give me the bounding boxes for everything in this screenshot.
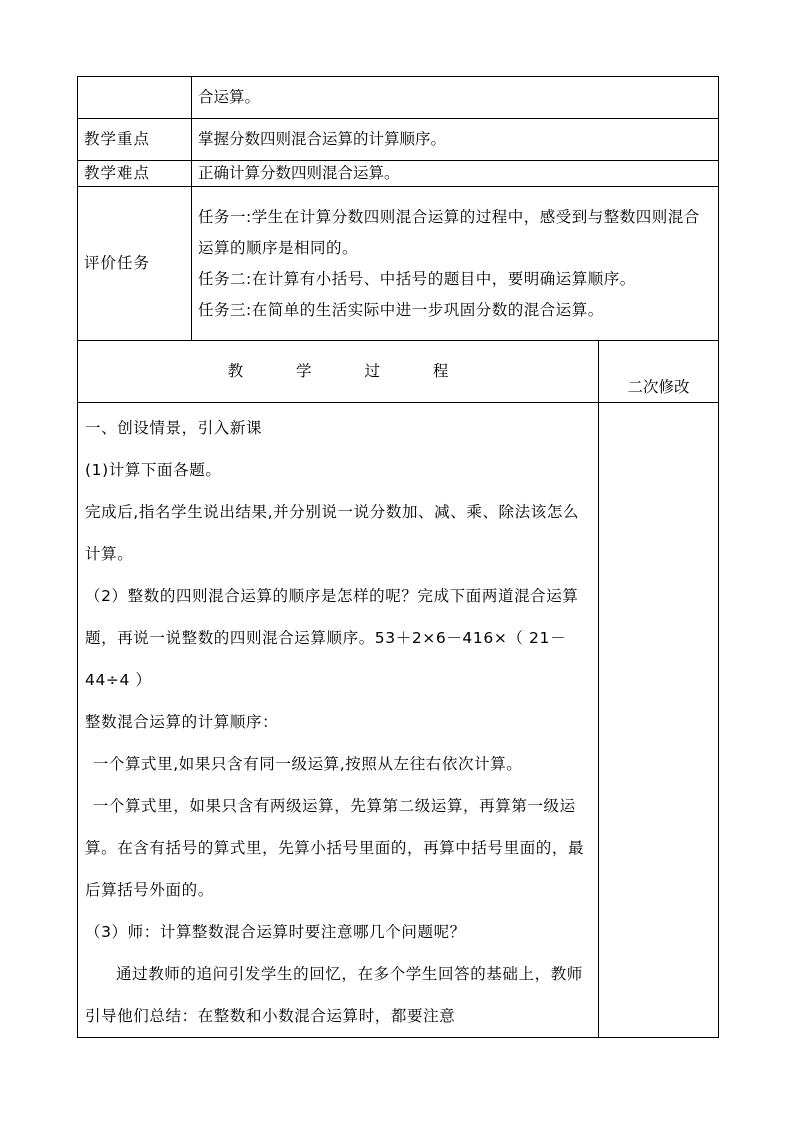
continuation-row (78, 77, 719, 119)
process-header-char-2: 学 (296, 362, 312, 380)
continuation-content: 合运算。 (192, 77, 719, 119)
revision-column (599, 403, 719, 1038)
evaluation-row (78, 187, 719, 341)
process-header-char-4: 程 (432, 362, 449, 380)
process-line-2: (1)计算下面各题。 (85, 461, 222, 479)
evaluation-tasks (192, 187, 719, 341)
process-line-6: 一个算式里,如果只含有同一级运算,按照从左往右依次计算。 (92, 755, 523, 773)
process-header-title (78, 341, 599, 403)
continuation-label-cell (78, 77, 192, 119)
teaching-difficulty-content: 正确计算分数四则混合运算。 (192, 161, 719, 187)
process-line-7: 一个算式里，如果只含有两级运算，先算第二级运算，再算第一级运算。在含有括号的算式里，先算小括号里面的，再算中括号里面的，最后算括号外面的。 (85, 797, 585, 899)
teaching-focus-content: 掌握分数四则混合运算的计算顺序。 (192, 119, 719, 161)
process-header-char-3: 过 (364, 362, 380, 380)
process-line-9: 通过教师的追问引发学生的回忆，在多个学生回答的基础上，教师引导他们总结：在整数和小数混合运算时，都要注意 (85, 965, 583, 1025)
process-line-5: 整数混合运算的计算顺序： (85, 713, 279, 731)
teaching-focus-label: 教学重点 (78, 119, 192, 161)
process-header-char-1: 教 (227, 362, 244, 380)
evaluation-task-1: 任务一:学生在计算分数四则混合运算的过程中，感受到与整数四则混合运算的顺序是相同的。 (198, 207, 700, 257)
process-header-row (78, 341, 719, 403)
teaching-difficulty-row (78, 161, 719, 187)
teaching-focus-row (78, 119, 719, 161)
teaching-difficulty-label: 教学难点 (78, 161, 192, 187)
process-line-3: 完成后,指名学生说出结果,并分别说一说分数加、减、乘、除法该怎么计算。 (85, 503, 580, 563)
evaluation-task-3: 任务三:在简单的生活实际中进一步巩固分数的混合运算。 (198, 300, 604, 319)
lesson-plan-table (77, 76, 719, 1038)
process-line-1: 一、创设情景，引入新课 (85, 419, 263, 437)
revision-header: 二次修改 (599, 341, 719, 403)
evaluation-label: 评价任务 (78, 187, 192, 341)
process-line-8: （3）师：计算整数混合运算时要注意哪几个问题呢？ (85, 923, 466, 941)
evaluation-task-2: 任务二:在计算有小括号、中括号的题目中，要明确运算顺序。 (198, 269, 636, 288)
process-body (78, 403, 599, 1038)
process-line-4: （2）整数的四则混合运算的顺序是怎样的呢？完成下面两道混合运算题，再说一说整数的四则混合运算顺序。53＋2×6－416×（ 21－44÷4 ） (85, 587, 579, 689)
process-body-row (78, 403, 719, 1038)
